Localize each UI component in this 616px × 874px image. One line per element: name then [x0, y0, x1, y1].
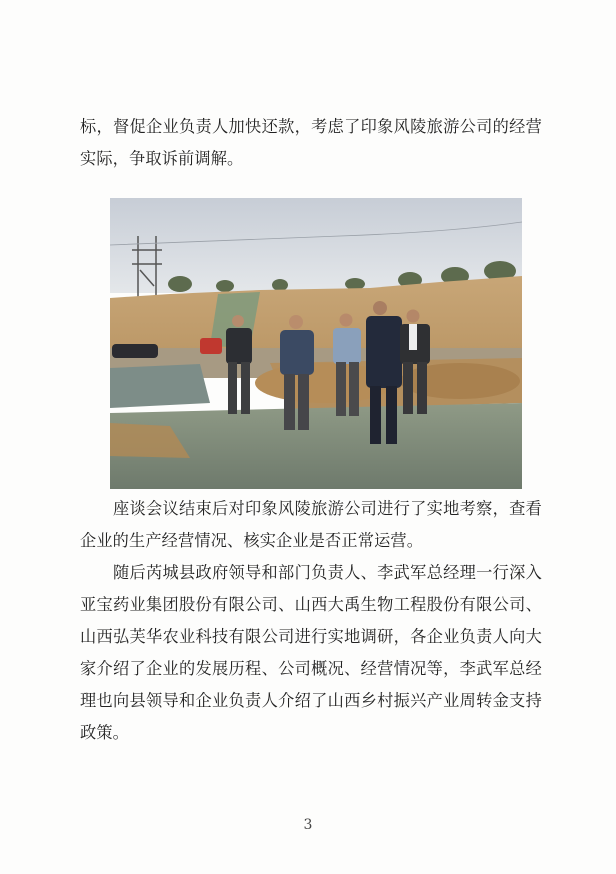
site-visit-photo	[110, 198, 522, 489]
paragraph-1: 标，督促企业负责人加快还款，考虑了印象风陵旅游公司的经营实际，争取诉前调解。	[80, 117, 542, 168]
paragraph-2: 座谈会议结束后对印象风陵旅游公司进行了实地考察，查看企业的生产经营情况、核实企业是否正常运营。	[80, 499, 542, 550]
page-number: 3	[303, 817, 313, 833]
paragraph-3: 随后芮城县政府领导和部门负责人、李武军总经理一行深入亚宝药业集团股份有限公司、山西大禹生物工程股份有限公司、山西弘芙华农业科技有限公司进行实地调研，各企业负责人向大家介绍了企业的发展历程、公司概况、经营情况等，李武军总经理也向县领导和企业负责人介绍了山西乡村振兴产业周转金支持政策。	[80, 563, 542, 742]
